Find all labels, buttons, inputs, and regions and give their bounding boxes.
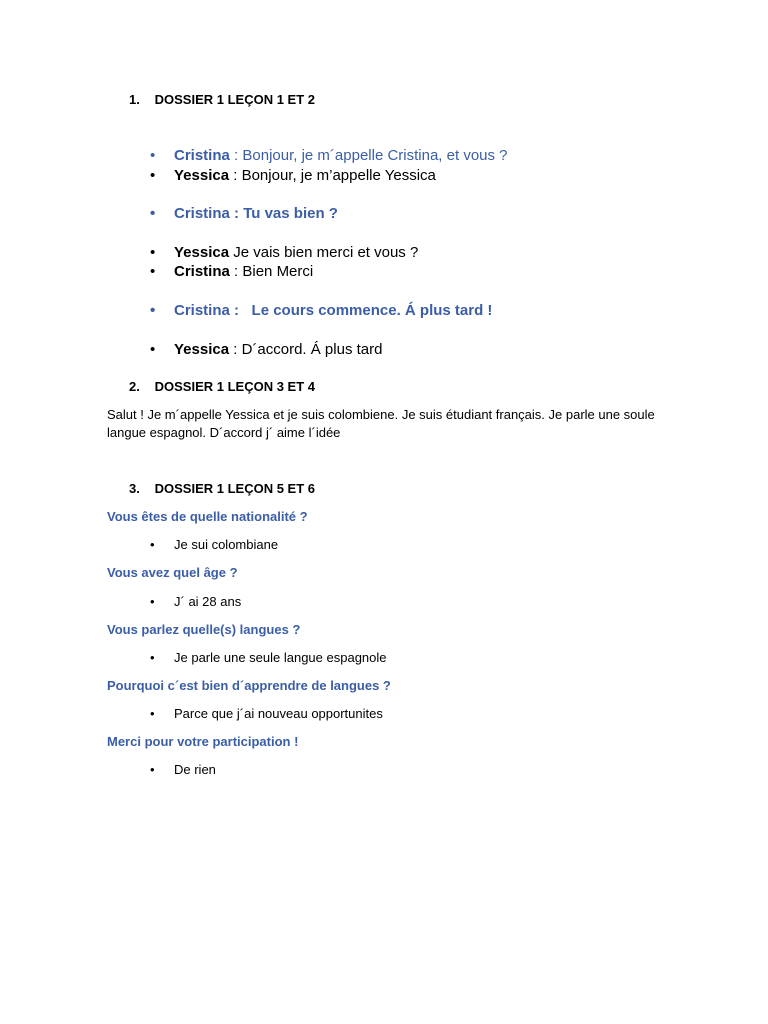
answer-item: [150, 650, 550, 666]
separator: :: [229, 147, 243, 164]
bullet-icon: •: [150, 537, 155, 552]
bullet-icon: •: [150, 244, 156, 261]
separator: :: [229, 341, 242, 358]
bullet-icon: •: [150, 302, 156, 319]
answer-text: Je sui colombiane: [174, 537, 279, 552]
dialogue-line: [150, 205, 650, 223]
question-text: Merci pour votre participation !: [107, 734, 299, 749]
dialogue-text: Le cours commence. Á plus tard !: [251, 302, 493, 319]
speaker-name: Cristina: [174, 302, 230, 319]
bullet-icon: •: [150, 706, 155, 721]
section-title: DOSSIER 1 LEÇON 1 ET 2: [154, 92, 315, 107]
answer-text: Parce que j´ai nouveau opportunites: [174, 706, 383, 721]
speaker-name: Cristina: [174, 147, 230, 164]
bullet-icon: •: [150, 167, 156, 184]
answer-item: [150, 537, 550, 553]
bullet-icon: •: [150, 762, 155, 777]
bullet-icon: •: [150, 341, 156, 358]
section-title: DOSSIER 1 LEÇON 5 ET 6: [154, 481, 315, 496]
section-number: 1.: [129, 92, 140, 107]
speaker-name: Yessica: [174, 244, 230, 261]
answer-text: J´ ai 28 ans: [174, 594, 242, 609]
section-3-heading: [129, 481, 315, 496]
answer-text: De rien: [174, 762, 216, 777]
speaker-name: Cristina: [174, 263, 230, 280]
question-text: Vous êtes de quelle nationalité ?: [107, 509, 308, 524]
dialogue-text: Bonjour, je m’appelle Yessica: [241, 167, 436, 184]
dialogue-text: Tu vas bien ?: [243, 205, 338, 222]
section-2-paragraph: Salut ! Je m´appelle Yessica et je suis colombiene. Je suis étudiant français. Je parle une soule langue espagnol. D´accord j´ aime l´idée: [107, 407, 655, 440]
separator: :: [229, 263, 243, 280]
bullet-icon: •: [150, 650, 155, 665]
speaker-name: Yessica: [174, 341, 230, 358]
question-text: Pourquoi c´est bien d´apprendre de langues ?: [107, 678, 391, 693]
dialogue-line: [150, 244, 650, 262]
bullet-icon: •: [150, 205, 156, 222]
dialogue-line: [150, 147, 650, 165]
bullet-icon: •: [150, 263, 156, 280]
dialogue-text: D´accord. Á plus tard: [241, 341, 383, 358]
section-1-heading: [129, 92, 315, 107]
bullet-icon: •: [150, 147, 156, 164]
section-title: DOSSIER 1 LEÇON 3 ET 4: [154, 379, 315, 394]
speaker-name: Yessica: [174, 167, 230, 184]
section-number: 3.: [129, 481, 140, 496]
section-number: 2.: [129, 379, 140, 394]
question-text: Vous avez quel âge ?: [107, 565, 238, 580]
dialogue-line: [150, 302, 650, 320]
dialogue-line: [150, 167, 650, 185]
answer-item: [150, 706, 550, 722]
separator: :: [229, 302, 252, 319]
separator: :: [229, 205, 244, 222]
dialogue-line: [150, 341, 650, 359]
separator: :: [229, 167, 242, 184]
dialogue-text: Bien Merci: [242, 263, 314, 280]
dialogue-line: [150, 263, 650, 281]
question-text: Vous parlez quelle(s) langues ?: [107, 622, 301, 637]
speaker-name: Cristina: [174, 205, 230, 222]
answer-text: Je parle une seule langue espagnole: [174, 650, 387, 665]
answer-item: [150, 594, 550, 610]
section-2-heading: [129, 379, 315, 394]
answer-item: [150, 762, 550, 778]
dialogue-text: Bonjour, je m´appelle Cristina, et vous ?: [242, 147, 508, 164]
dialogue-text: Je vais bien merci et vous ?: [233, 244, 419, 261]
bullet-icon: •: [150, 594, 155, 609]
